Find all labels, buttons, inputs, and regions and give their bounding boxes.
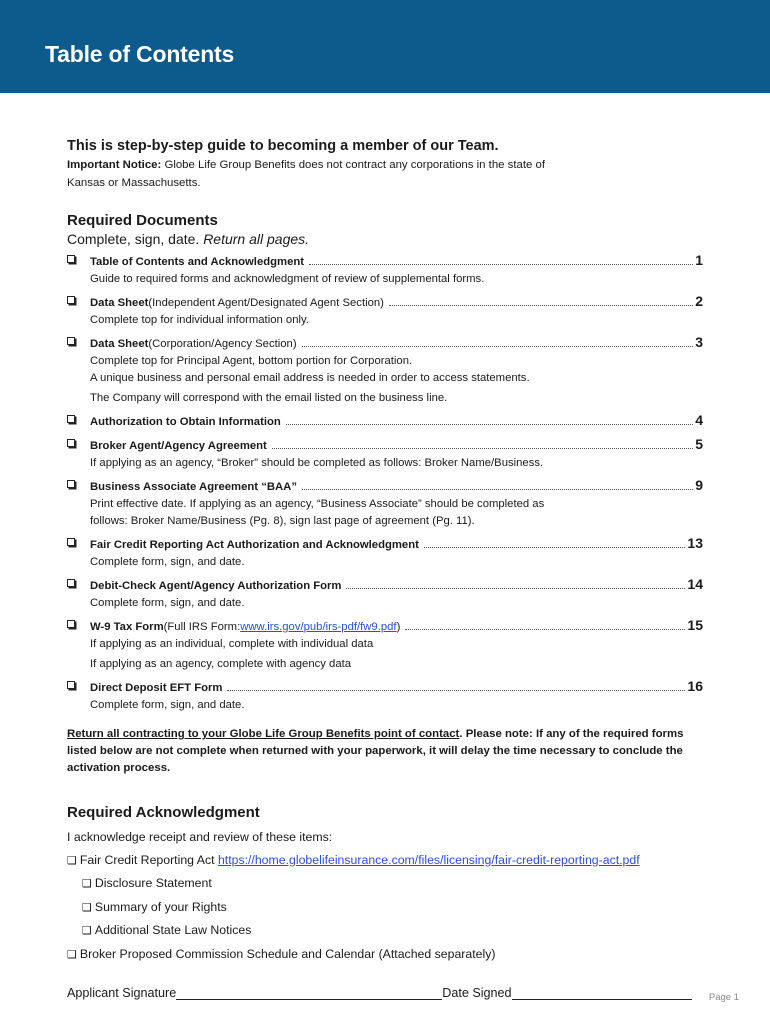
toc-item xyxy=(67,412,703,431)
checkbox-icon[interactable] xyxy=(67,296,75,304)
toc-entry-line xyxy=(90,477,703,496)
return-note xyxy=(67,726,707,777)
subline-plain: Complete, sign, date. xyxy=(67,231,204,247)
toc-item xyxy=(67,293,703,329)
checkbox-icon[interactable]: ❑ xyxy=(67,948,77,961)
toc-entry-description: The Company will correspond with the email listed on the business line. xyxy=(90,392,448,404)
checkbox-icon[interactable]: ❑ xyxy=(82,878,92,890)
dot-leader xyxy=(227,690,685,691)
toc-entry-line xyxy=(90,535,703,554)
toc-item xyxy=(67,617,703,673)
ack-subitem-label: Additional State Law Notices xyxy=(94,923,252,937)
ack-subitem[interactable] xyxy=(67,896,707,920)
ack-subitem[interactable] xyxy=(67,919,707,943)
toc-page-number: 9 xyxy=(695,477,703,493)
toc-entry-title: Fair Credit Reporting Act Authorization and Acknowledgment xyxy=(90,539,419,551)
toc-page-number: 14 xyxy=(687,576,703,592)
fcra-link[interactable]: https://home.globelifeinsurance.com/files/licensing/fair-credit-reporting-act.pdf xyxy=(217,852,640,867)
ack-item-fcra[interactable] xyxy=(67,849,707,873)
broker-item-label: Broker Proposed Commission Schedule and Calendar (Attached separately) xyxy=(79,946,496,961)
toc-entry-description: Complete top for individual information only. xyxy=(90,314,309,326)
toc-entry-description: Complete form, sign, and date. xyxy=(90,597,245,609)
acknowledgment-heading: Required Acknowledgment xyxy=(67,804,260,821)
toc-entry-description: If applying as an individual, complete with individual data xyxy=(90,638,374,650)
checkbox-icon[interactable] xyxy=(67,538,75,546)
toc-entry-note: (Independent Agent/Designated Agent Section) xyxy=(148,297,384,309)
subline-italic: Return all pages. xyxy=(203,231,310,247)
main-content xyxy=(67,137,703,719)
irs-form-link[interactable]: www.irs.gov/pub/irs-pdf/fw9.pdf xyxy=(240,621,397,633)
toc-page-number: 13 xyxy=(687,535,703,551)
toc-entry-description: Complete top for Principal Agent, bottom portion for Corporation. xyxy=(90,355,413,367)
toc-item xyxy=(67,535,703,571)
dot-leader xyxy=(389,305,693,306)
toc-entry-description: A unique business and personal email address is needed in order to access statements. xyxy=(90,372,530,384)
toc-entry-note-close: ) xyxy=(396,621,401,633)
required-documents-subline xyxy=(67,230,703,249)
important-notice xyxy=(67,156,703,192)
toc-entry-title: Data Sheet xyxy=(90,297,149,309)
checkbox-icon[interactable] xyxy=(67,579,75,587)
ack-subitem-label: Disclosure Statement xyxy=(94,876,212,890)
dot-leader xyxy=(309,264,693,265)
toc-item xyxy=(67,576,703,612)
toc-item xyxy=(67,436,703,472)
toc-list xyxy=(67,252,703,714)
toc-item xyxy=(67,334,703,407)
dot-leader xyxy=(302,346,694,347)
checkbox-icon[interactable] xyxy=(67,415,75,423)
applicant-signature-field[interactable] xyxy=(176,986,442,1000)
acknowledgment-section xyxy=(67,803,707,966)
toc-entry-title: W-9 Tax Form xyxy=(90,621,164,633)
toc-entry-note: (Corporation/Agency Section) xyxy=(148,338,297,350)
checkbox-icon[interactable]: ❑ xyxy=(82,925,92,937)
toc-entry-line xyxy=(90,617,703,636)
toc-entry-title: Debit-Check Agent/Agency Authorization Form xyxy=(90,580,342,592)
toc-entry-description: Complete form, sign, and date. xyxy=(90,699,245,711)
page-number: Page 1 xyxy=(708,992,739,1003)
dot-leader xyxy=(346,588,685,589)
toc-entry-title: Table of Contents and Acknowledgment xyxy=(90,256,305,268)
signature-row xyxy=(67,986,703,1000)
dot-leader xyxy=(424,547,686,548)
toc-page-number: 2 xyxy=(695,293,703,309)
toc-entry-line xyxy=(90,436,703,455)
dot-leader xyxy=(272,448,693,449)
checkbox-icon[interactable] xyxy=(67,480,75,488)
required-documents-heading: Required Documents xyxy=(67,212,218,229)
acknowledgment-intro: I acknowledge receipt and review of these items: xyxy=(67,830,333,844)
notice-text: Globe Life Group Benefits does not contract any corporations in the state of xyxy=(161,159,546,171)
toc-page-number: 4 xyxy=(695,412,703,428)
toc-entry-description: If applying as an agency, “Broker” should be completed as follows: Broker Name/Business. xyxy=(90,457,544,469)
checkbox-icon[interactable] xyxy=(67,681,75,689)
toc-page-number: 3 xyxy=(695,334,703,350)
toc-entry-description: Complete form, sign, and date. xyxy=(90,556,245,568)
toc-page-number: 16 xyxy=(687,678,703,694)
ack-item-broker[interactable] xyxy=(67,943,707,967)
toc-item xyxy=(67,477,703,530)
return-note-rest: . Please note: If any of the required forms listed below are not complete when returned with your paperwork, it will delay the time necessary to conclude the activation process. xyxy=(67,728,684,774)
toc-item xyxy=(67,678,703,714)
checkbox-icon[interactable] xyxy=(67,255,75,263)
checkbox-icon[interactable] xyxy=(67,337,75,345)
toc-item xyxy=(67,252,703,288)
fcra-label: Fair Credit Reporting Act xyxy=(79,852,218,867)
toc-page-number: 15 xyxy=(687,617,703,633)
checkbox-icon[interactable] xyxy=(67,620,75,628)
toc-entry-line xyxy=(90,293,703,312)
toc-entry-line xyxy=(90,576,703,595)
toc-entry-line xyxy=(90,252,703,271)
intro-heading: This is step-by-step guide to becoming a member of our Team. xyxy=(67,138,499,154)
dot-leader xyxy=(405,629,685,630)
toc-entry-line xyxy=(90,678,703,697)
toc-entry-title: Direct Deposit EFT Form xyxy=(90,682,223,694)
toc-page-number: 5 xyxy=(695,436,703,452)
toc-entry-title: Authorization to Obtain Information xyxy=(90,416,281,428)
date-signed-label: Date Signed xyxy=(442,986,512,1000)
return-note-underlined: Return all contracting to your Globe Life Group Benefits point of contact xyxy=(67,728,460,740)
ack-subitem-label: Summary of your Rights xyxy=(94,899,227,914)
ack-subitem[interactable] xyxy=(67,872,707,896)
notice-label: Important Notice: xyxy=(67,159,162,171)
toc-entry-title: Data Sheet xyxy=(90,338,149,350)
toc-entry-line xyxy=(90,334,703,353)
notice-text-2: Kansas or Massachusetts. xyxy=(67,177,201,189)
checkbox-icon[interactable] xyxy=(67,439,75,447)
toc-entry-description: Print effective date. If applying as an agency, “Business Associate” should be completed as xyxy=(90,498,545,510)
checkbox-icon[interactable]: ❑ xyxy=(67,854,77,867)
applicant-signature-label: Applicant Signature xyxy=(67,986,177,1000)
page-title: Table of Contents xyxy=(45,41,235,67)
toc-entry-description: follows: Broker Name/Business (Pg. 8), sign last page of agreement (Pg. 11). xyxy=(90,515,475,527)
toc-page-number: 1 xyxy=(695,252,703,268)
toc-entry-title: Broker Agent/Agency Agreement xyxy=(90,440,267,452)
dot-leader xyxy=(302,489,693,490)
date-signed-field[interactable] xyxy=(512,986,692,1000)
toc-entry-line xyxy=(90,412,703,431)
toc-entry-description: Guide to required forms and acknowledgment of review of supplemental forms. xyxy=(90,273,485,285)
toc-entry-title: Business Associate Agreement “BAA” xyxy=(90,481,297,493)
header-banner xyxy=(0,0,770,93)
toc-entry-note: (Full IRS Form: xyxy=(163,621,241,633)
checkbox-icon[interactable]: ❑ xyxy=(82,901,92,914)
dot-leader xyxy=(286,424,693,425)
toc-entry-description: If applying as an agency, complete with agency data xyxy=(90,658,352,670)
